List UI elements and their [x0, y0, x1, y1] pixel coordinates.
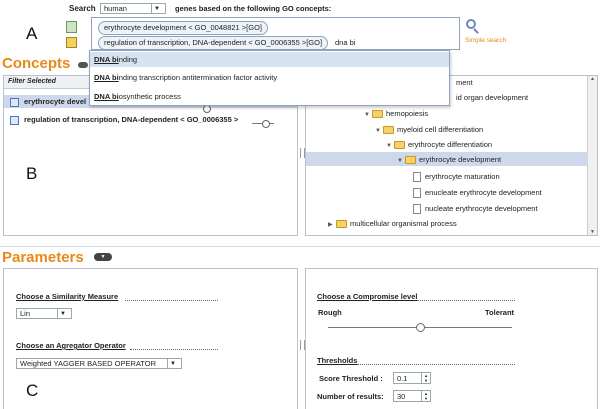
- compromise-right-label: Tolerant: [485, 308, 515, 317]
- chevron-down-icon: ▼: [57, 309, 68, 318]
- tree-node[interactable]: ment: [456, 78, 473, 87]
- tree-scrollbar[interactable]: ▲ ▼: [587, 76, 597, 235]
- organism-value: human: [104, 4, 127, 13]
- collapse-icon[interactable]: [78, 62, 88, 68]
- aggregator-select[interactable]: Weighted YAGGER BASED OPERATOR ▼: [16, 358, 182, 369]
- autocomplete-item[interactable]: DNA biosynthetic process: [94, 92, 181, 101]
- autocomplete-item[interactable]: DNA binding transcription antitermination factor activity: [94, 73, 278, 82]
- aggregator-label: Choose an Agregator Operator: [16, 341, 126, 350]
- compromise-label: Choose a Compromise level: [317, 292, 418, 301]
- tree-node-myeloid[interactable]: ▼ myeloid cell differentiation: [375, 123, 483, 136]
- weight-slider-handle[interactable]: [262, 120, 270, 128]
- tree-node-hemopoiesis[interactable]: ▼ hemopoiesis: [364, 107, 428, 120]
- tree-node[interactable]: id organ development: [456, 93, 529, 102]
- search-description: genes based on the following GO concepts:: [175, 4, 332, 13]
- concept-chip[interactable]: erythrocyte development < GO_0048821 >[GO]: [98, 21, 268, 35]
- score-threshold-input[interactable]: 0.1 ▲ ▼: [393, 372, 431, 384]
- export-icon[interactable]: [66, 21, 77, 33]
- tree-node-erythrocyte-development[interactable]: ▼ erythrocyte development: [397, 153, 501, 166]
- document-icon: [413, 188, 421, 198]
- checkbox-icon[interactable]: [10, 98, 19, 107]
- simple-search-link[interactable]: Simple search: [465, 37, 507, 44]
- chevron-down-icon[interactable]: ▼: [151, 4, 162, 13]
- autocomplete-item[interactable]: DNA binding: [94, 55, 138, 64]
- search-icon-handle: [473, 28, 479, 34]
- collapse-icon[interactable]: ▼: [94, 253, 112, 261]
- figure-label-b: B: [26, 164, 38, 183]
- compromise-left-label: Rough: [318, 308, 342, 317]
- autocomplete-dropdown: [89, 50, 450, 106]
- folder-icon: [372, 110, 383, 118]
- tree-leaf[interactable]: enucleate erythrocyte development: [413, 186, 542, 199]
- figure-label-c: C: [26, 381, 39, 400]
- parameters-title: Parameters: [2, 249, 84, 266]
- thresholds-label: Thresholds: [317, 356, 358, 365]
- collapse-arrow-icon: ▶: [328, 222, 333, 228]
- similarity-panel: [3, 268, 298, 409]
- divider: [0, 246, 600, 247]
- weight-slider-handle[interactable]: [203, 105, 211, 113]
- figure-label-a: A: [26, 24, 38, 43]
- similarity-select[interactable]: Lin ▼: [16, 308, 72, 319]
- expand-icon: ▼: [364, 112, 370, 118]
- concept-search-box[interactable]: [91, 17, 460, 50]
- concept-row[interactable]: regulation of transcription, DNA-dependent < GO_0006355 >: [10, 115, 238, 125]
- folder-icon: [336, 220, 347, 228]
- spinner-icon: ▲ ▼: [421, 391, 430, 401]
- folder-icon: [394, 141, 405, 149]
- search-input[interactable]: dna bi: [335, 38, 356, 47]
- organism-select[interactable]: [100, 3, 166, 14]
- expand-icon: ▼: [397, 158, 403, 164]
- checkbox-icon[interactable]: [10, 116, 19, 125]
- tree-leaf[interactable]: nucleate erythrocyte development: [413, 202, 538, 215]
- concept-chip[interactable]: regulation of transcription, DNA-dependent < GO_0006355 >[GO]: [98, 36, 328, 50]
- search-label: Search: [69, 4, 96, 13]
- document-icon: [413, 204, 421, 214]
- compromise-panel: [305, 268, 598, 409]
- similarity-label: Choose a Similarity Measure: [16, 292, 119, 301]
- add-icon[interactable]: [66, 37, 77, 48]
- expand-icon: ▼: [375, 128, 381, 134]
- spinner-icon: ▲ ▼: [421, 373, 430, 383]
- chevron-down-icon: ▼: [167, 359, 178, 368]
- expand-icon: ▼: [386, 143, 392, 149]
- filter-selected[interactable]: Filter Selected: [8, 78, 56, 85]
- tree-node-multicellular[interactable]: ▶ multicellular organismal process: [328, 217, 457, 230]
- tree-node-erythrocyte-differentiation[interactable]: ▼ erythrocyte differentiation: [386, 138, 492, 151]
- document-icon: [413, 172, 421, 182]
- autocomplete-highlight: [90, 52, 449, 67]
- folder-icon: [383, 126, 394, 134]
- results-input[interactable]: 30 ▲ ▼: [393, 390, 431, 402]
- results-label: Number of results:: [317, 392, 384, 401]
- tree-leaf[interactable]: erythrocyte maturation: [413, 170, 500, 183]
- score-threshold-label: Score Threshold :: [319, 374, 383, 383]
- compromise-slider-handle[interactable]: [416, 323, 425, 332]
- folder-icon: [405, 156, 416, 164]
- concepts-title: Concepts: [2, 55, 71, 72]
- concept-row[interactable]: erythrocyte devel: [10, 97, 86, 107]
- splitter-handle[interactable]: [300, 340, 305, 350]
